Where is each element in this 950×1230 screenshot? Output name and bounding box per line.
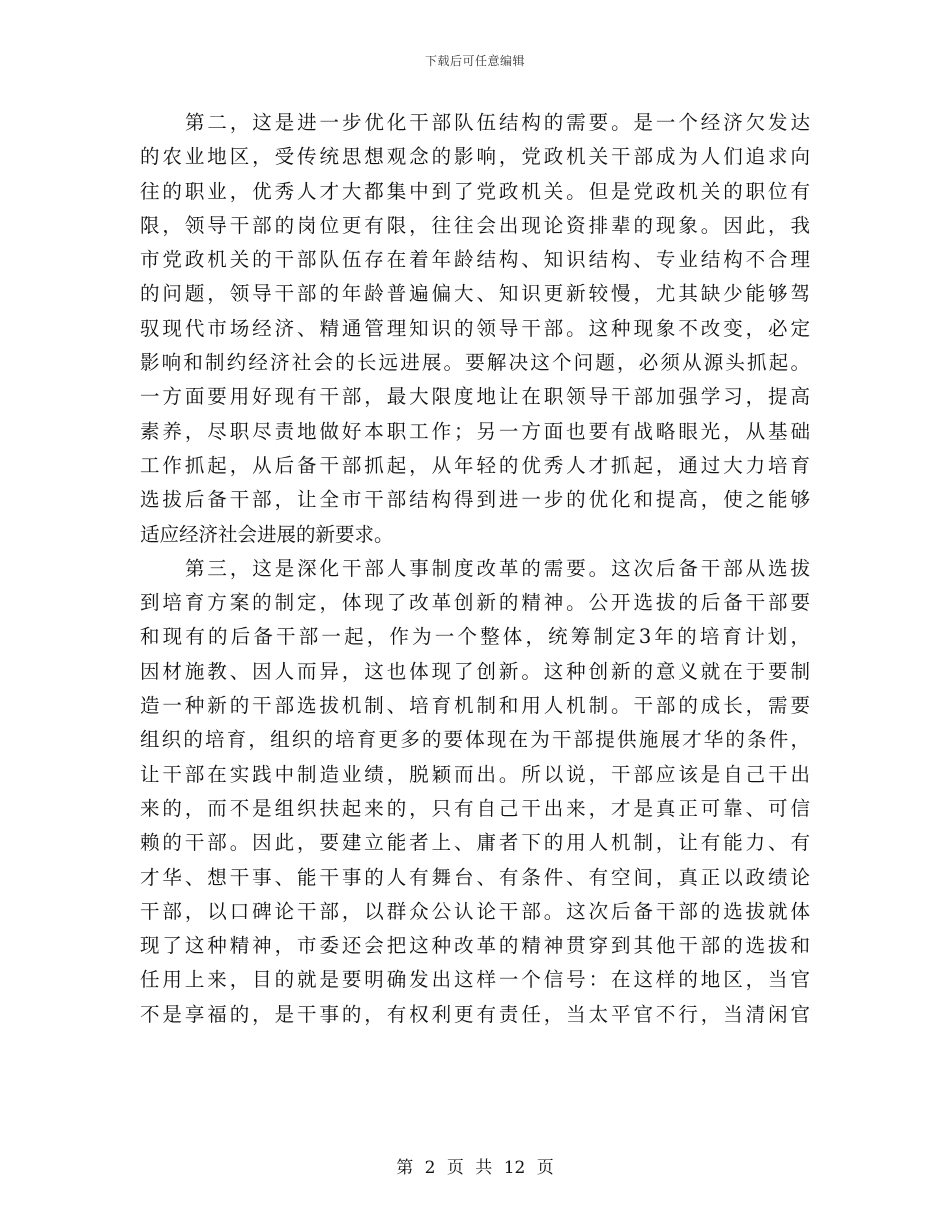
paragraph-third bbox=[140, 552, 810, 1032]
text-line: 素养，尽职尽责地做好本职工作；另一方面也要有战略眼光，从基础 bbox=[140, 419, 810, 443]
text-line: 一方面要用好现有干部，最大限度地让在职领导干部加强学习，提高 bbox=[140, 385, 810, 409]
text-line: 才华、想干事、能干事的人有舞台、有条件、有空间，真正以政绩论 bbox=[140, 865, 810, 889]
text-line: 任用上来，目的就是要明确发出这样一个信号：在这样的地区，当官 bbox=[140, 968, 810, 992]
text-line: 驭现代市场经济、精通管理知识的领导干部。这种现象不改变，必定 bbox=[140, 316, 810, 340]
text-line: 第二，这是进一步优化干部队伍结构的需要。是一个经济欠发达 bbox=[185, 111, 810, 134]
text-line: 市党政机关的干部队伍存在着年龄结构、知识结构、专业结构不合理 bbox=[140, 248, 810, 272]
text-line: 来的，而不是组织扶起来的，只有自己干出来，才是真正可靠、可信 bbox=[140, 796, 810, 820]
text-line: 往的职业，优秀人才大都集中到了党政机关。但是党政机关的职位有 bbox=[140, 179, 810, 203]
text-line: 造一种新的干部选拔机制、培育机制和用人机制。干部的成长，需要 bbox=[140, 694, 810, 718]
text-line: 到培育方案的制定，体现了改革创新的精神。公开选拔的后备干部要 bbox=[140, 591, 810, 615]
text-line: 让干部在实践中制造业绩，脱颖而出。所以说，干部应该是自己干出 bbox=[140, 762, 810, 786]
text-line: 选拔后备干部，让全市干部结构得到进一步的优化和提高，使之能够 bbox=[140, 488, 810, 512]
text-line: 和现有的后备干部一起，作为一个整体，统筹制定3年的培育计划， bbox=[140, 625, 810, 649]
text-line: 限，领导干部的岗位更有限，往往会出现论资排辈的现象。因此，我 bbox=[140, 213, 810, 237]
text-line: 赖的干部。因此，要建立能者上、庸者下的用人机制，让有能力、有 bbox=[140, 831, 810, 855]
page-number-footer: 第 2 页 共 12 页 bbox=[396, 1158, 554, 1178]
text-line: 的问题，领导干部的年龄普遍偏大、知识更新较慢，尤其缺少能够驾 bbox=[140, 282, 810, 306]
paragraph-second bbox=[140, 106, 810, 552]
text-line: 工作抓起，从后备干部抓起，从年轻的优秀人才抓起，通过大力培育 bbox=[140, 453, 810, 477]
text-line: 适应经济社会进展的新要求。 bbox=[140, 522, 394, 546]
text-line: 第三，这是深化干部人事制度改革的需要。这次后备干部从选拔 bbox=[185, 556, 810, 580]
text-line: 影响和制约经济社会的长远进展。要解决这个问题，必须从源头抓起。 bbox=[140, 351, 810, 375]
text-line: 干部，以口碑论干部，以群众公认论干部。这次后备干部的选拔就体 bbox=[140, 899, 810, 923]
page-header: 下载后可任意编辑 bbox=[424, 54, 525, 68]
document-body bbox=[140, 106, 810, 1032]
text-line: 的农业地区，受传统思想观念的影响，党政机关干部成为人们追求向 bbox=[140, 145, 810, 169]
text-line: 因材施教、因人而异，这也体现了创新。这种创新的意义就在于要制 bbox=[140, 659, 810, 683]
text-line: 现了这种精神，市委还会把这种改革的精神贯穿到其他干部的选拔和 bbox=[140, 934, 810, 958]
text-line: 不是享福的，是干事的，有权利更有责任，当太平官不行，当清闲官 bbox=[140, 1002, 810, 1026]
text-line: 组织的培育，组织的培育更多的要体现在为干部提供施展才华的条件， bbox=[140, 728, 810, 752]
